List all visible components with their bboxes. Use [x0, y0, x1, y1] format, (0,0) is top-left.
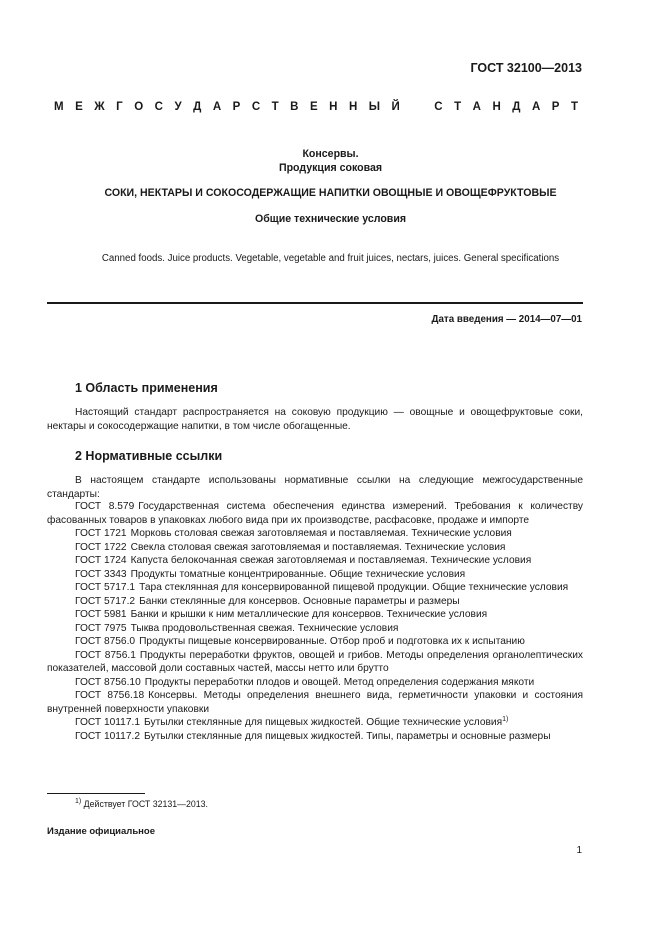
reference-title: Продукты томатные концентрированные. Общие технические условия — [130, 568, 466, 580]
section-2-heading: 2 Нормативные ссылки — [75, 449, 223, 463]
title-divider — [47, 302, 583, 304]
reference-title: Государственная система обеспечения единства измерений. Требования к количеству фасованных товаров в упаковках любого вида при их производстве, расфасовке, продаже и импорте — [47, 501, 583, 526]
footnote-mark: 1) — [75, 798, 82, 805]
banner-letter: Д — [193, 101, 202, 113]
standard-type-banner — [54, 101, 578, 113]
gost-number: ГОСТ 32100—2013 — [470, 61, 582, 75]
banner-letter: Р — [551, 101, 560, 113]
reference-code: ГОСТ 8756.1 — [75, 649, 136, 661]
banner-letter: А — [212, 101, 222, 113]
reference-item — [47, 595, 583, 609]
banner-letter: Й — [391, 101, 400, 113]
reference-title: Продукты переработки фруктов, овощей и грибов. Методы определения органолептических показателей, массовой доли составных частей, массы нетто или брутто — [47, 649, 583, 674]
doc-title-line1: Консервы. — [302, 148, 359, 160]
banner-letter: Т — [570, 101, 578, 113]
english-title: Canned foods. Juice products. Vegetable, vegetable and fruit juices, nectars, juices. General specifications — [101, 253, 560, 264]
reference-item — [47, 500, 583, 527]
banner-letter: Д — [512, 101, 521, 113]
reference-code: ГОСТ 1724 — [75, 555, 127, 566]
banner-letter: С — [251, 101, 261, 113]
banner-letter: А — [472, 101, 481, 113]
banner-letter: Н — [348, 101, 358, 113]
effective-date: Дата введения — 2014—07—01 — [431, 314, 582, 325]
reference-title: Капуста белокочанная свежая заготовляемая и поставляемая. Технические условия — [130, 555, 532, 566]
banner-letter: Е — [309, 101, 318, 113]
banner-letter: Ы — [368, 101, 381, 113]
reference-code: ГОСТ 10117.2 — [75, 730, 141, 742]
reference-item — [47, 622, 583, 636]
footnote-divider — [47, 793, 145, 794]
banner-letter: Ж — [94, 101, 105, 113]
reference-title: Морковь столовая свежая заготовляемая и поставляемая. Технические условия — [130, 528, 512, 539]
banner-letter: Т — [271, 101, 279, 113]
banner-letter: М — [54, 101, 64, 113]
doc-main-title: СОКИ, НЕКТАРЫ И СОКОСОДЕРЖАЩИЕ НАПИТКИ ОВОЩНЫЕ И ОВОЩЕФРУКТОВЫЕ — [104, 187, 557, 199]
reference-title: Тара стеклянная для консервированной пищевой продукции. Общие технические условия — [139, 582, 569, 593]
reference-code: ГОСТ 8756.10 — [75, 676, 141, 688]
banner-letter: Н — [329, 101, 338, 113]
section-1-heading: 1 Область применения — [75, 381, 218, 395]
banner-letter: Р — [232, 101, 241, 113]
reference-title: Продукты переработки плодов и овощей. Метод определения содержания мякоти — [144, 676, 535, 688]
section-1-body: Настоящий стандарт распространяется на соковую продукцию — овощные и овощефруктовые соки, нектары и сокосодержащие напитки, в том числе обогащенные. — [47, 407, 583, 432]
banner-letter: О — [134, 101, 144, 113]
reference-code: ГОСТ 7975 — [75, 622, 127, 634]
reference-item — [47, 649, 583, 676]
reference-code: ГОСТ 5717.1 — [75, 582, 136, 593]
reference-code: ГОСТ 8.579 — [75, 501, 135, 512]
reference-item — [47, 716, 583, 730]
reference-code: ГОСТ 10117.1 — [75, 717, 141, 728]
reference-item — [47, 527, 583, 541]
reference-item — [47, 730, 583, 744]
banner-letter: Е — [75, 101, 83, 113]
banner-letter: Г — [116, 101, 123, 113]
reference-code: ГОСТ 1721 — [75, 528, 127, 539]
banner-letter: Т — [454, 101, 462, 113]
banner-letter: Н — [492, 101, 501, 113]
reference-title: Банки и крышки к ним металлические для консервов. Технические условия — [130, 609, 488, 620]
reference-item — [47, 635, 583, 649]
section-1-text — [47, 406, 583, 433]
reference-item — [47, 568, 583, 582]
reference-title: Бутылки стеклянные для пищевых жидкостей. Типы, параметры и основные размеры — [144, 730, 551, 742]
banner-letter: В — [290, 101, 299, 113]
reference-item — [47, 581, 583, 595]
reference-item — [47, 689, 583, 716]
footnote-text: Действует ГОСТ 32131—2013. — [81, 799, 208, 809]
edition-label: Издание официальное — [47, 826, 155, 837]
doc-title-line2: Продукция соковая — [278, 162, 383, 174]
reference-code: ГОСТ 5981 — [75, 609, 127, 620]
references-list — [47, 500, 583, 743]
reference-code: ГОСТ 8756.0 — [75, 636, 136, 647]
reference-item — [47, 608, 583, 622]
banner-letter: С — [154, 101, 163, 113]
reference-code: ГОСТ 3343 — [75, 568, 127, 580]
reference-code: ГОСТ 5717.2 — [75, 595, 136, 607]
reference-item — [47, 554, 583, 568]
reference-item — [47, 676, 583, 690]
banner-letter: У — [174, 101, 182, 113]
reference-code: ГОСТ 1722 — [75, 541, 127, 553]
section-2-intro — [47, 474, 583, 501]
reference-title: Свекла столовая свежая заготовляемая и поставляемая. Технические условия — [130, 541, 506, 553]
reference-item — [47, 541, 583, 555]
reference-title: Банки стеклянные для консервов. Основные параметры и размеры — [139, 595, 460, 607]
reference-title: Консервы. Методы определения внешнего вида, герметичности упаковки и состояния внутренней поверхности упаковки — [47, 690, 583, 715]
reference-title: Бутылки стеклянные для пищевых жидкостей. Общие технические условия — [144, 717, 503, 728]
reference-title: Продукты пищевые консервированные. Отбор проб и подготовка их к испытанию — [139, 636, 525, 647]
reference-title: Тыква продовольственная свежая. Технические условия — [130, 622, 399, 634]
page-number: 1 — [576, 845, 582, 856]
banner-letter: С — [434, 101, 443, 113]
footnote — [75, 799, 208, 809]
footnote-ref-mark: 1) — [502, 716, 509, 723]
banner-letter: А — [531, 101, 541, 113]
reference-code: ГОСТ 8756.18 — [75, 690, 145, 701]
section-2-intro-text: В настоящем стандарте использованы нормативные ссылки на следующие межгосударственные стандарты: — [47, 475, 583, 500]
doc-subtitle: Общие технические условия — [254, 213, 407, 225]
